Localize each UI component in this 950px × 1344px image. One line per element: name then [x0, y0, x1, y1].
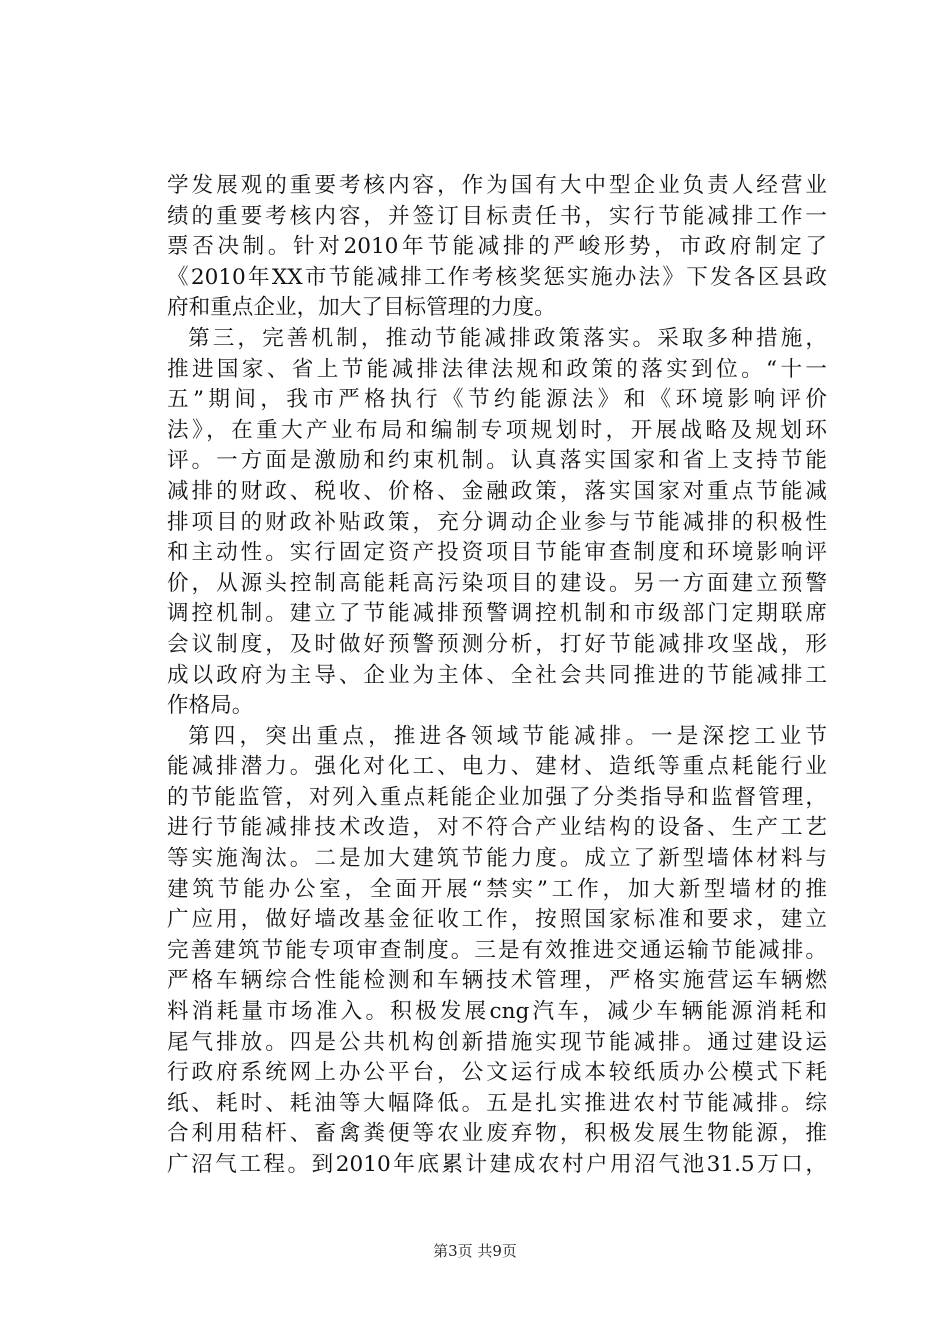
text-line: 和主动性。实行固定资产投资项目节能审查制度和环境影响评 [167, 540, 827, 566]
text-line: 调控机制。建立了节能减排预警调控机制和市级部门定期联席 [167, 601, 827, 627]
text-line: 能减排潜力。强化对化工、电力、建材、造纸等重点耗能行业 [167, 754, 827, 780]
text-line: 会议制度，及时做好预警预测分析，打好节能减排攻坚战，形 [167, 631, 827, 657]
paragraph-start-line: 第四，突出重点，推进各领域节能减排。一是深挖工业节 [188, 723, 827, 749]
text-line: 价，从源头控制高能耗高污染项目的建设。另一方面建立预警 [167, 570, 827, 596]
text-line: 减排的财政、税收、价格、金融政策，落实国家对重点节能减 [167, 478, 827, 504]
paragraph-start-line: 第三，完善机制，推动节能减排政策落实。采取多种措施， [188, 325, 827, 351]
page-number-footer: 第3页 共9页 [433, 1242, 517, 1260]
text-line: 纸、耗时、耗油等大幅降低。五是扎实推进农村节能减排。综 [167, 1090, 827, 1116]
document-body [167, 171, 827, 1181]
text-line: 绩的重要考核内容，并签订目标责任书，实行节能减排工作一 [167, 203, 827, 229]
text-line: 作格局。 [167, 693, 254, 719]
text-line: 排项目的财政补贴政策，充分调动企业参与节能减排的积极性 [167, 509, 827, 535]
text-line: 成以政府为主导、企业为主体、全社会共同推进的节能减排工 [167, 662, 827, 688]
text-line: 严格车辆综合性能检测和车辆技术管理，严格实施营运车辆燃 [167, 968, 827, 994]
text-line: 尾气排放。四是公共机构创新措施实现节能减排。通过建设运 [167, 1029, 827, 1055]
text-line: 《2010年XX市节能减排工作考核奖惩实施办法》下发各区县政 [167, 264, 827, 290]
text-line: 等实施淘汰。二是加大建筑节能力度。成立了新型墙体材料与 [167, 846, 827, 872]
text-line: 进行节能减排技术改造，对不符合产业结构的设备、生产工艺 [167, 815, 827, 841]
text-line: 推进国家、省上节能减排法律法规和政策的落实到位。“十一 [167, 356, 827, 382]
text-line: 合利用秸杆、畜禽粪便等农业废弃物，积极发展生物能源，推 [167, 1121, 827, 1147]
text-line: 完善建筑节能专项审查制度。三是有效推进交通运输节能减排。 [167, 937, 827, 963]
text-line: 票否决制。针对2010年节能减排的严峻形势，市政府制定了 [167, 234, 827, 260]
text-line: 的节能监管，对列入重点耗能企业加强了分类指导和监督管理， [167, 784, 827, 810]
text-line: 府和重点企业，加大了目标管理的力度。 [167, 295, 556, 321]
text-line: 评。一方面是激励和约束机制。认真落实国家和省上支持节能 [167, 448, 827, 474]
text-line: 广应用，做好墙改基金征收工作，按照国家标准和要求，建立 [167, 907, 827, 933]
text-line: 料消耗量市场准入。积极发展cng汽车，减少车辆能源消耗和 [167, 999, 827, 1025]
text-line: 学发展观的重要考核内容，作为国有大中型企业负责人经营业 [167, 173, 827, 198]
text-line: 建筑节能办公室，全面开展“禁实”工作，加大新型墙材的推 [167, 876, 827, 902]
text-line: 广沼气工程。到2010年底累计建成农村户用沼气池31.5万口， [167, 1152, 827, 1177]
text-line: 法》，在重大产业布局和编制专项规划时，开展战略及规划环 [167, 417, 827, 443]
text-line: 五”期间，我市严格执行《节约能源法》和《环境影响评价 [167, 387, 827, 413]
text-line: 行政府系统网上办公平台，公文运行成本较纸质办公模式下耗 [167, 1060, 827, 1086]
